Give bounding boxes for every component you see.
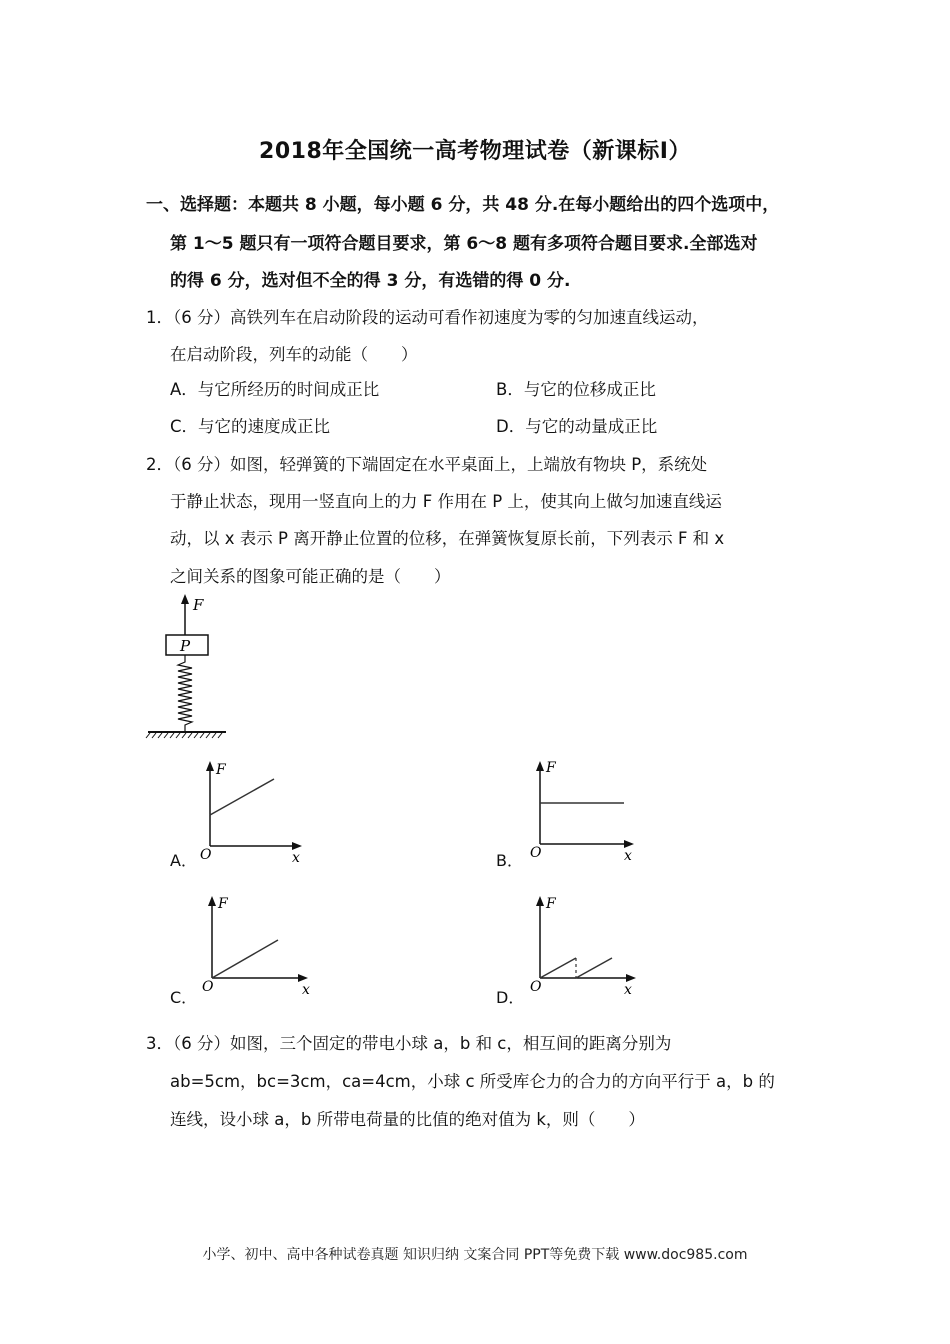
spring-coil bbox=[178, 655, 192, 732]
graph-c-x-arrow bbox=[298, 974, 308, 982]
graph-b-y-arrow bbox=[536, 761, 544, 771]
q1-option-b: B．与它的位移成正比 bbox=[496, 380, 656, 399]
graph-a-x-label: x bbox=[292, 850, 300, 866]
block-label: P bbox=[180, 637, 191, 655]
graph-d-line-first bbox=[540, 958, 576, 978]
q1-option-c: C．与它的速度成正比 bbox=[170, 417, 331, 436]
table-hatching bbox=[146, 733, 222, 738]
graph-b bbox=[526, 756, 646, 866]
force-arrow-head bbox=[181, 594, 189, 604]
q3-stem-line3: 连线，设小球 a，b 所带电荷量的比值的绝对值为 k，则（ ） bbox=[170, 1110, 645, 1129]
section-heading-line3: 的得 6 分，选对但不全的得 3 分，有选错的得 0 分. bbox=[170, 271, 571, 291]
graph-a-line bbox=[210, 779, 274, 815]
graph-b-x-label: x bbox=[624, 848, 632, 864]
graph-d bbox=[526, 890, 651, 1002]
spring-block-figure bbox=[140, 590, 230, 740]
q2-stem-line1: 2．（6 分）如图，轻弹簧的下端固定在水平桌面上，上端放有物块 P，系统处 bbox=[146, 455, 708, 474]
graph-c-label: C． bbox=[170, 988, 198, 1007]
graph-c-origin: O bbox=[202, 979, 214, 995]
graph-d-y-arrow bbox=[536, 896, 544, 906]
graph-d-line-second bbox=[576, 958, 612, 978]
q3-stem-line1: 3．（6 分）如图，三个固定的带电小球 a，b 和 c，相互间的距离分别为 bbox=[146, 1034, 672, 1053]
q1-stem-line1: 1．（6 分）高铁列车在启动阶段的运动可看作初速度为零的匀加速直线运动， bbox=[146, 308, 709, 327]
q3-stem-line2: ab=5cm，bc=3cm，ca=4cm，小球 c 所受库仑力的合力的方向平行于 a，b 的 bbox=[170, 1072, 775, 1091]
graph-d-label: D． bbox=[496, 988, 525, 1007]
graph-d-y-label: F bbox=[546, 896, 556, 912]
q2-stem-line3: 动，以 x 表示 P 离开静止位置的位移，在弹簧恢复原长前，下列表示 F 和 x bbox=[170, 529, 725, 548]
section-heading-line2: 第 1～5 题只有一项符合题目要求，第 6～8 题有多项符合题目要求.全部选对 bbox=[170, 234, 758, 254]
graph-d-x-label: x bbox=[624, 982, 632, 998]
graph-b-y-label: F bbox=[546, 760, 556, 776]
q2-stem-line2: 于静止状态，现用一竖直向上的力 F 作用在 P 上，使其向上做匀加速直线运 bbox=[170, 492, 722, 511]
graph-a-origin: O bbox=[200, 847, 212, 863]
graph-b-origin: O bbox=[530, 845, 542, 861]
graph-a-y-arrow bbox=[206, 761, 214, 771]
page-footer: 小学、初中、高中各种试卷真题 知识归纳 文案合同 PPT等免费下载 www.doc985.com bbox=[202, 1247, 748, 1263]
graph-a bbox=[196, 758, 316, 868]
q1-option-d: D．与它的动量成正比 bbox=[496, 417, 658, 436]
graph-d-x-arrow bbox=[626, 974, 636, 982]
page-title: 2018年全国统一高考物理试卷（新课标Ⅰ） bbox=[259, 139, 691, 164]
graph-c bbox=[198, 890, 323, 1002]
graph-c-line bbox=[212, 940, 278, 978]
q1-option-a: A．与它所经历的时间成正比 bbox=[170, 380, 380, 399]
section-heading-line1: 一、选择题：本题共 8 小题，每小题 6 分，共 48 分.在每小题给出的四个选项中， bbox=[146, 195, 780, 215]
graph-c-y-arrow bbox=[208, 896, 216, 906]
graph-a-x-arrow bbox=[292, 842, 302, 850]
q1-stem-line2: 在启动阶段，列车的动能（ ） bbox=[170, 345, 418, 364]
graph-c-x-label: x bbox=[302, 982, 310, 998]
graph-a-label: A． bbox=[170, 851, 197, 870]
graph-d-origin: O bbox=[530, 979, 542, 995]
q2-stem-line4: 之间关系的图象可能正确的是（ ） bbox=[170, 567, 451, 586]
graph-b-x-arrow bbox=[624, 840, 634, 848]
graph-c-y-label: F bbox=[218, 896, 228, 912]
force-label: F bbox=[193, 596, 204, 614]
graph-a-y-label: F bbox=[216, 762, 226, 778]
graph-b-label: B． bbox=[496, 851, 523, 870]
